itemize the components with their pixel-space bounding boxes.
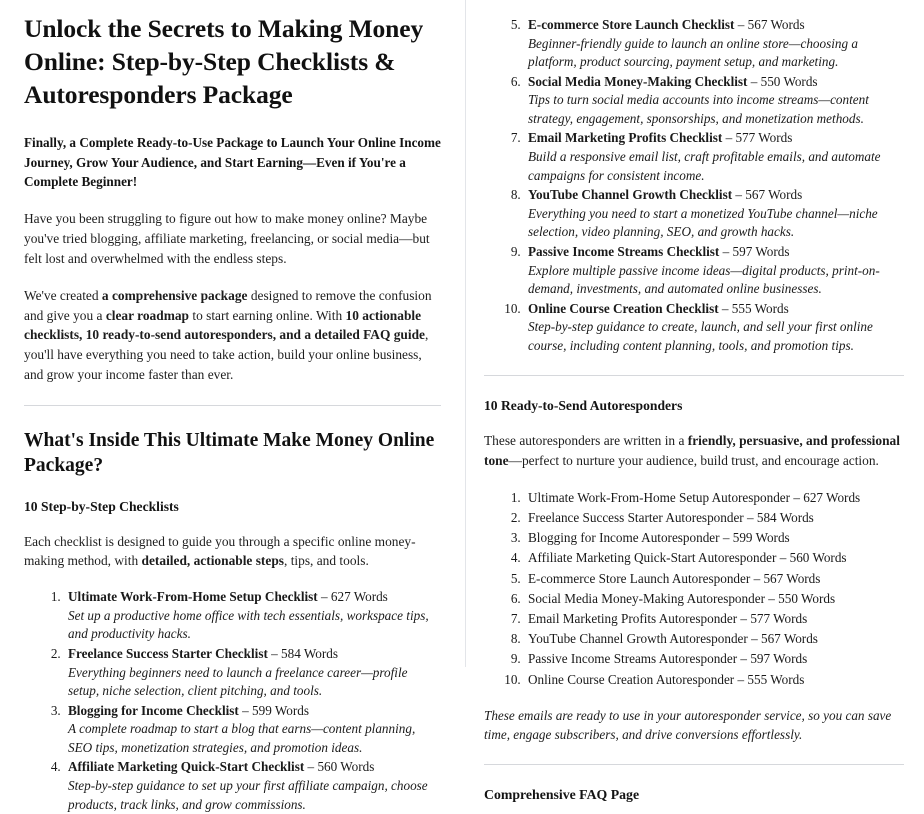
checklist-item-wordcount: – 567 Words	[732, 187, 803, 203]
checklist-item-title: Blogging for Income Checklist	[68, 702, 239, 718]
right-column	[466, 0, 924, 803]
lede-paragraph: Finally, a Complete Ready-to-Use Package to Launch Your Online Income Journey, Grow Your Audience, and Start Earning—Even if You're a Complete Beginner!	[24, 135, 441, 189]
checklists-intro	[24, 532, 441, 572]
checklists-intro-part-1: Each checklist is designed to guide you through a specific online money-making method, with	[24, 533, 416, 569]
checklist-item	[524, 300, 904, 356]
section-divider-right-top	[484, 375, 904, 376]
checklists-intro-bold-1: detailed, actionable steps	[141, 553, 284, 569]
autoresponders-intro	[484, 431, 904, 471]
checklist-item	[524, 73, 904, 129]
checklist-item-title: YouTube Channel Growth Checklist	[528, 187, 733, 203]
autoresponder-item: 4. Affiliate Marketing Quick-Start Autoresponder – 560 Words	[524, 548, 904, 568]
value-part-4: , you'll have everything you need to take action, build your online business, and grow your income faster than ever.	[24, 327, 429, 383]
autoresponders-intro-bold-1: friendly, persuasive, and professional tone	[484, 433, 900, 469]
checklist-list-right	[484, 16, 904, 355]
autoresponders-heading: 10 Ready-to-Send Autoresponders	[484, 398, 683, 414]
autoresponders-closing: These emails are ready to use in your autoresponder service, so you can save time, engage subscribers, and drive conversions effortlessly.	[484, 707, 892, 742]
checklist-item-description: Step-by-step guidance to create, launch, and sell your first online course, including content planning, tools, and promotion tips.	[528, 319, 873, 353]
checklist-item	[524, 186, 904, 242]
checklist-item-description: Tips to turn social media accounts into income streams—content strategy, engagement, sponsorships, and monetization methods.	[528, 92, 869, 126]
autoresponder-item: 9. Passive Income Streams Autoresponder – 597 Words	[524, 649, 904, 669]
checklist-item-title: Freelance Success Starter Checklist	[68, 645, 268, 661]
autoresponder-item: 3. Blogging for Income Autoresponder – 599 Words	[524, 528, 904, 548]
checklist-item-title: Online Course Creation Checklist	[528, 300, 719, 316]
checklist-item-description: Build a responsive email list, craft profitable emails, and automate campaigns for consistent income.	[528, 149, 881, 183]
checklist-item-wordcount: – 555 Words	[718, 300, 789, 316]
checklist-item-description: Step-by-step guidance to set up your first affiliate campaign, choose products, track links, and grow commissions.	[68, 778, 428, 812]
autoresponder-list	[484, 488, 904, 690]
checklist-item	[64, 702, 441, 758]
value-bold-2: clear roadmap	[105, 307, 190, 323]
page-title: Unlock the Secrets to Making Money Online: Step-by-Step Checklists & Autoresponders Package	[24, 14, 424, 110]
checklist-item-title: Ultimate Work-From-Home Setup Checklist	[68, 589, 318, 605]
autoresponder-item: 10. Online Course Creation Autoresponder – 555 Words	[524, 670, 904, 690]
autoresponder-item: 2. Freelance Success Starter Autoresponder – 584 Words	[524, 508, 904, 528]
intro-paragraph: Have you been struggling to figure out how to make money online? Maybe you've tried blogging, affiliate marketing, freelancing, or social media—but felt lost and overwhelmed with the endless steps.	[24, 211, 430, 266]
autoresponder-item: 8. YouTube Channel Growth Autoresponder – 567 Words	[524, 629, 904, 649]
checklists-subheading: 10 Step-by-Step Checklists	[24, 498, 179, 514]
checklist-item-description: Set up a productive home office with tech essentials, workspace tips, and productivity hacks.	[68, 607, 429, 642]
value-paragraph	[24, 286, 441, 385]
checklists-intro-part-2: , tips, and tools.	[284, 553, 369, 569]
checklist-item	[524, 16, 904, 72]
value-bold-1: a comprehensive package	[101, 287, 248, 303]
checklist-item-wordcount: – 567 Words	[734, 17, 805, 32]
checklist-item-title: E-commerce Store Launch Checklist	[528, 17, 735, 32]
autoresponder-item: 1. Ultimate Work-From-Home Setup Autoresponder – 627 Words	[524, 488, 904, 508]
checklist-item-title: Affiliate Marketing Quick-Start Checklist	[68, 759, 305, 775]
autoresponder-item: 7. Email Marketing Profits Autoresponder – 577 Words	[524, 609, 904, 629]
checklist-item-description: Everything you need to start a monetized YouTube channel—niche selection, video planning, SEO, and growth hacks.	[528, 205, 878, 240]
section-divider-right-bottom	[484, 764, 904, 765]
whats-inside-heading: What's Inside This Ultimate Make Money Online Package?	[24, 429, 435, 477]
checklist-item-wordcount: – 597 Words	[719, 243, 790, 259]
checklist-item-wordcount: – 550 Words	[747, 73, 818, 89]
value-part-2: designed to remove the confusion and give you a	[24, 287, 432, 323]
value-part-3: to start earning online. With	[189, 307, 346, 323]
checklist-item-wordcount: – 627 Words	[317, 589, 388, 605]
section-divider-left	[24, 405, 441, 406]
value-bold-3: 10 actionable checklists, 10 ready-to-send autoresponders, and a detailed FAQ guide	[24, 307, 425, 343]
value-part-1: We've created	[24, 287, 102, 303]
checklist-item-wordcount: – 577 Words	[722, 130, 793, 146]
checklist-item	[64, 588, 441, 644]
checklist-item	[524, 129, 904, 185]
checklist-item-wordcount: – 560 Words	[304, 759, 375, 775]
checklist-item-title: Email Marketing Profits Checklist	[528, 130, 723, 146]
checklist-item-wordcount: – 584 Words	[267, 645, 338, 661]
checklist-item	[64, 758, 441, 814]
checklist-item-wordcount: – 599 Words	[238, 702, 309, 718]
checklist-item-description: A complete roadmap to start a blog that earns—content planning, SEO tips, monetization strategies, and promotion ideas.	[68, 721, 416, 755]
checklist-item-title: Passive Income Streams Checklist	[528, 243, 720, 259]
checklist-item-title: Social Media Money-Making Checklist	[528, 73, 748, 89]
checklist-item	[64, 645, 441, 701]
autoresponder-item: 5. E-commerce Store Launch Autoresponder – 567 Words	[524, 569, 904, 589]
autoresponders-intro-part-2: —perfect to nurture your audience, build trust, and encourage action.	[508, 453, 879, 469]
checklist-item-description: Everything beginners need to launch a freelance career—profile setup, niche selection, client pitching, and tools.	[68, 664, 408, 699]
autoresponders-intro-part-1: These autoresponders are written in a	[484, 433, 688, 449]
checklist-item-description: Explore multiple passive income ideas—digital products, print-on-demand, investments, and automated online businesses.	[528, 262, 880, 297]
checklist-item-description: Beginner-friendly guide to launch an online store—choosing a platform, product sourcing, payment setup, and marketing.	[528, 35, 858, 70]
autoresponder-item: 6. Social Media Money-Making Autoresponder – 550 Words	[524, 589, 904, 609]
checklist-list-left	[24, 588, 441, 814]
faq-heading: Comprehensive FAQ Page	[484, 787, 640, 803]
checklist-item	[524, 243, 904, 299]
